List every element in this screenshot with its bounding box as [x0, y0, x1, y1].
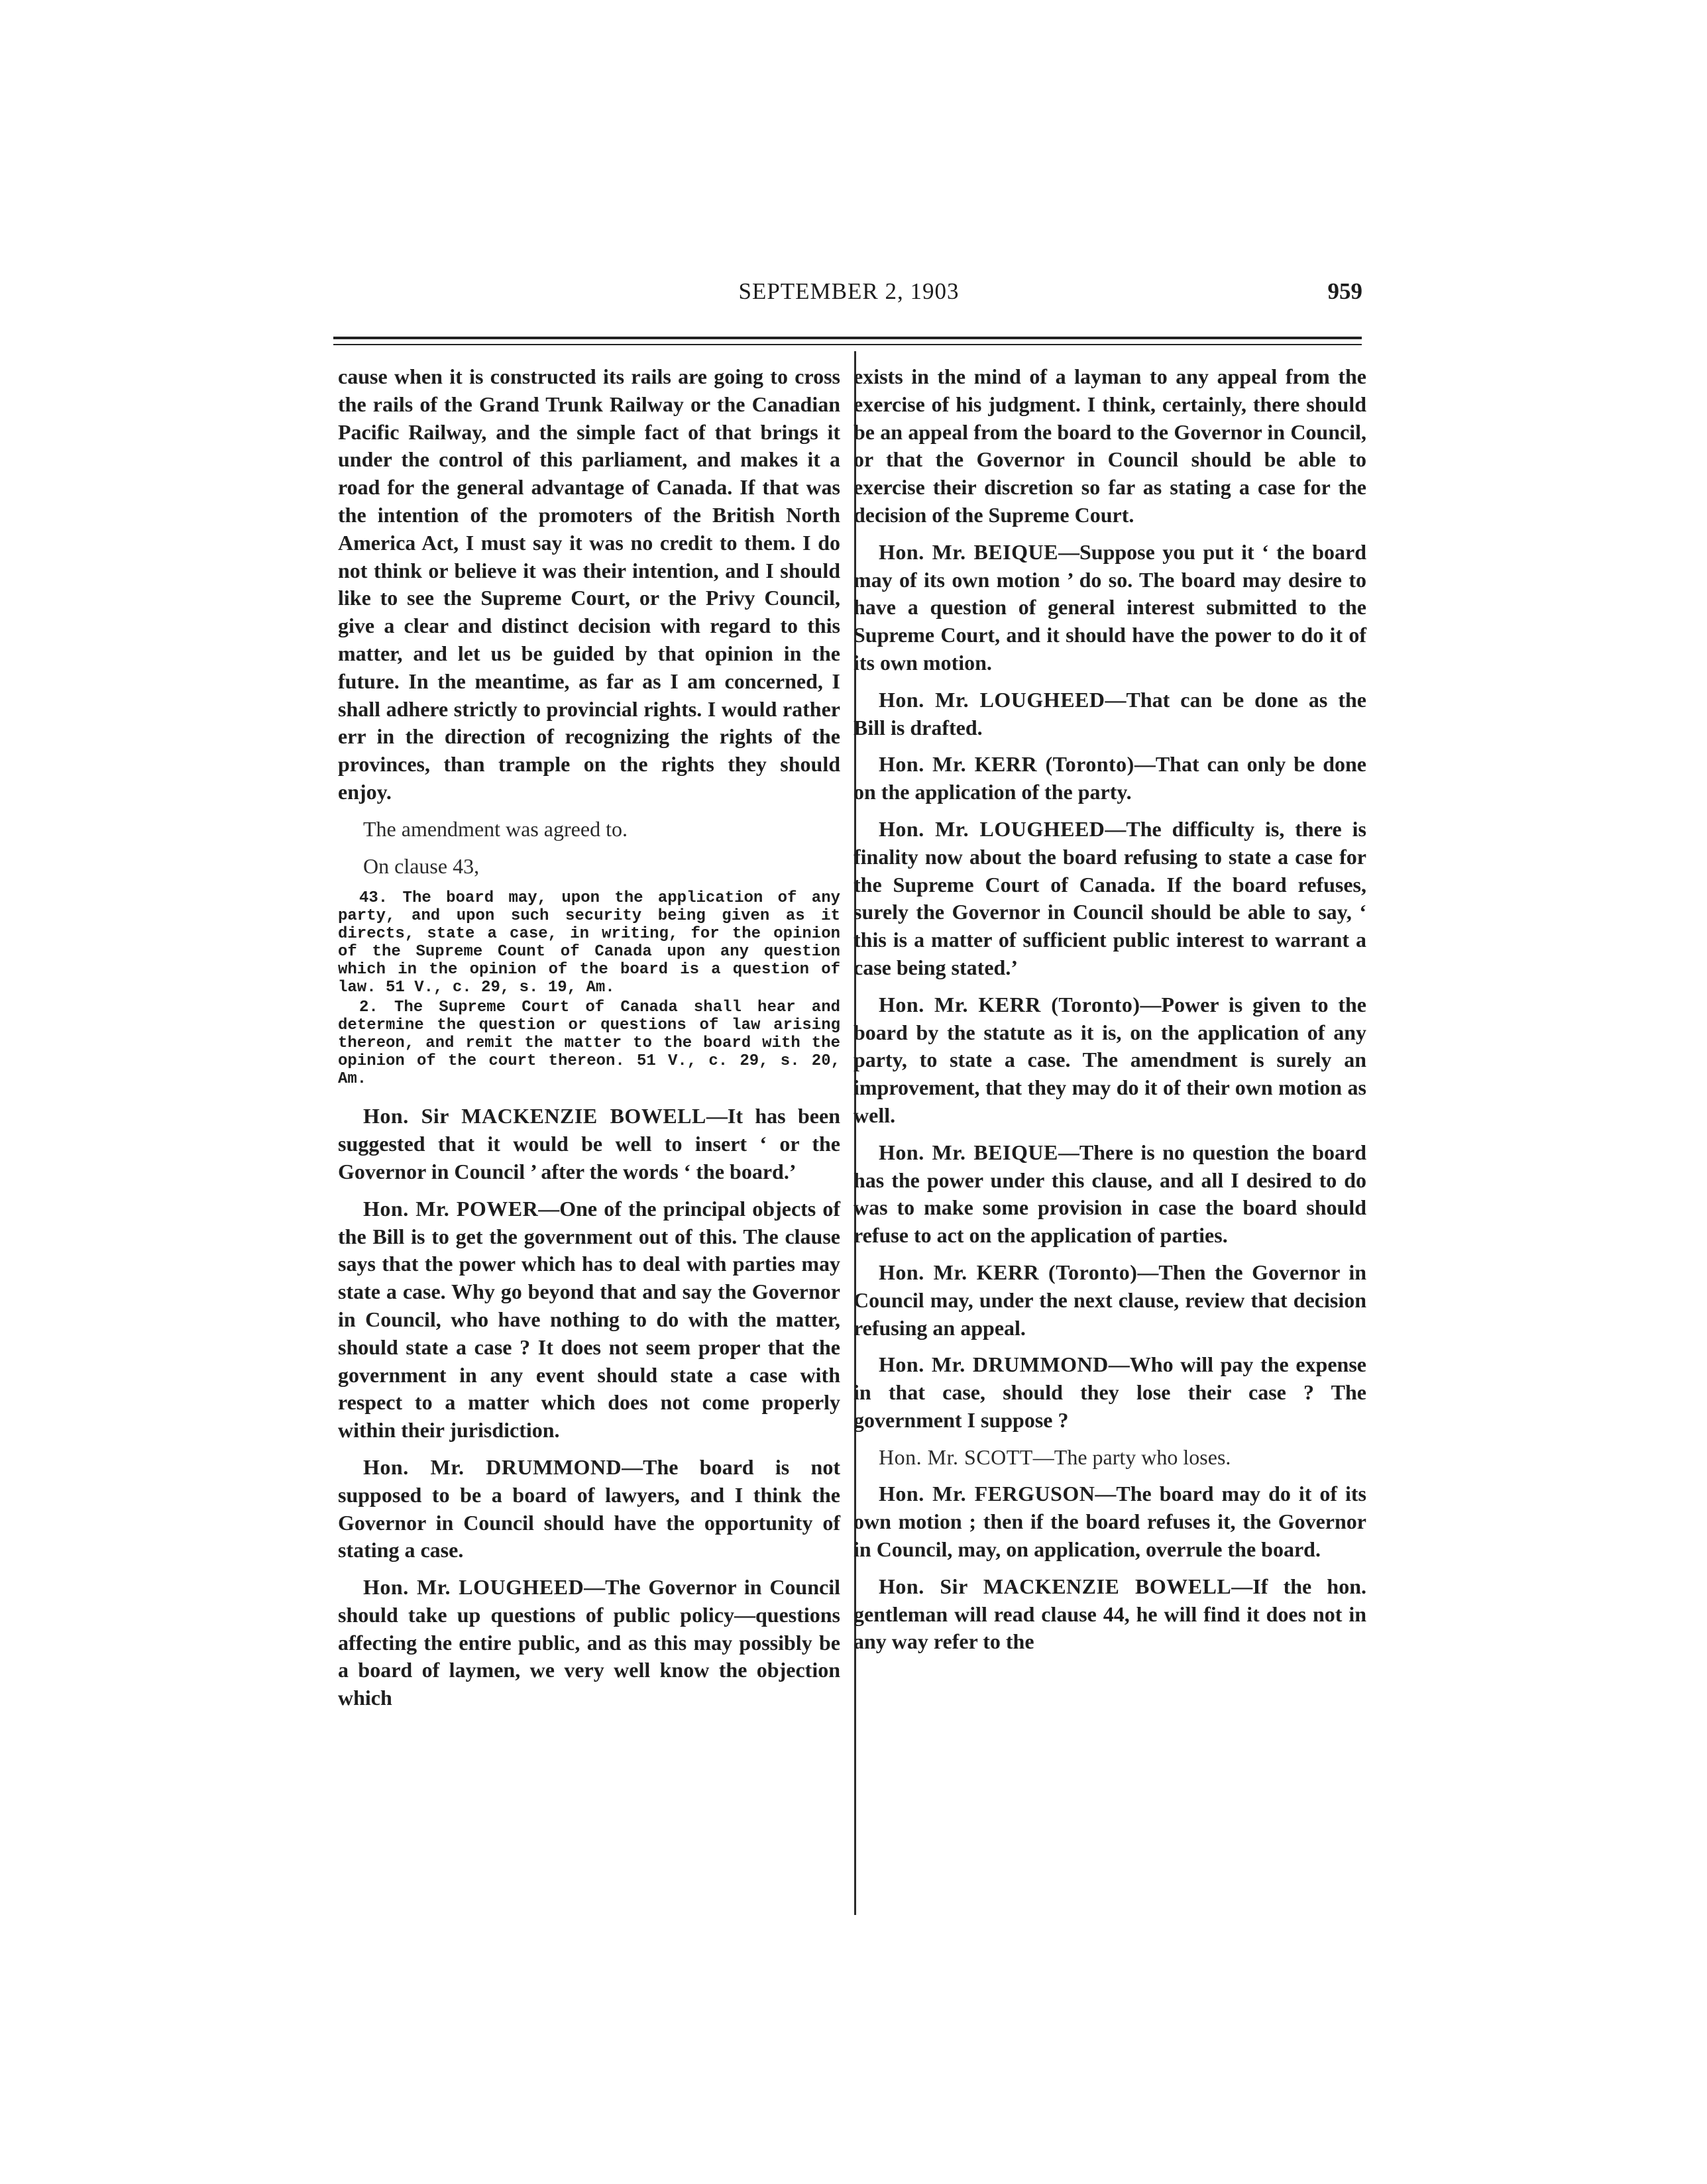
right-column: [853, 363, 1366, 1665]
speech-text: —That can only be done on the application of the party.: [853, 752, 1367, 804]
speech-paragraph: [853, 1480, 1366, 1563]
speech-paragraph: [853, 539, 1366, 677]
speaker-name: Hon. Mr. SCOTT: [879, 1445, 1033, 1469]
speech-text: —Suppose you put it ‘ the board may of its own motion ’ do so. The board may desire to have a question of general interest submitted to the Supreme Court, and it should have the power to do it of its own motion.: [853, 539, 1366, 675]
speech-paragraph: [338, 1574, 840, 1712]
paragraph: On clause 43,: [363, 853, 480, 878]
speech-text: —Power is given to the board by the statute as it is, on the application of any party, to state a case. The amendment is surely an improvement, that they may do it of their own motion as well.: [853, 992, 1367, 1127]
speech-paragraph: [853, 1444, 1366, 1472]
speech-paragraph: [853, 1351, 1366, 1434]
speaker-name: Hon. Mr. DRUMMOND: [363, 1454, 622, 1479]
quote-paragraph: 2. The Supreme Court of Canada shall hear and determine the question or questions of law arising thereon, and remit the matter to the board with the opinion of the court thereon. 51 V., c. 29, s. 20, Am.: [338, 999, 840, 1089]
speech-text: —The difficulty is, there is finality now about the board refusing to state a case for the Supreme Court of Canada. If the board refuses, surely the Governor in Council should be able to say, ‘ this is a matter of sufficient public interest to warrant a case being stated.’: [853, 816, 1367, 979]
speech-text: —If the hon. gentleman will read clause 44, he will find it does not in any way refer to the: [853, 1574, 1367, 1654]
speech-text: —The Governor in Council should take up questions of public policy—questions affecting the entire public, and as this may possibly be a board of laymen, we very well know the objection which: [338, 1575, 840, 1710]
statute-quote: [338, 889, 840, 1088]
header-rule-thin: [333, 344, 1362, 345]
speech-paragraph: [338, 1454, 840, 1564]
speaker-name: Hon. Sir MACKENZIE BOWELL: [879, 1574, 1232, 1598]
speech-paragraph: [338, 1195, 840, 1445]
quote-paragraph: 43. The board may, upon the application of any party, and upon such security being given as it directs, state a case, in writing, for the opinion of the Supreme Count of Canada upon any question which in the opinion of the board is a question of law. 51 V., c. 29, s. 19, Am.: [338, 889, 840, 997]
speech-text: —It has been suggested that it would be well to insert ‘ or the Governor in Council ’ after the words ‘ the board.’: [338, 1104, 841, 1183]
speaker-name: Hon. Mr. KERR (Toronto): [879, 1260, 1138, 1284]
speech-paragraph: [853, 1139, 1366, 1250]
paragraph: cause when it is constructed its rails are going to cross the rails of the Grand Trunk Railway or the Canadian Pacific Railway, and the simple fact of that brings it under the control of this parliament, and makes it a road for the general advantage of Canada. If that was the intention of the promoters of the British North America Act, I must say it was no credit to them. I do not think or believe it was their intention, and I should like to see the Supreme Court, or the Privy Council, give a clear and distinct decision with regard to this matter, and let us be guided by that opinion in the future. In the meantime, as far as I am concerned, I shall adhere strictly to provincial rights. I would rather err in the direction of recognizing the rights of the provinces, than trample on the rights they should enjoy.: [338, 364, 840, 804]
speaker-name: Hon. Sir MACKENZIE BOWELL: [363, 1104, 706, 1128]
speech-paragraph: [853, 991, 1366, 1130]
paragraph: exists in the mind of a layman to any appeal from the exercise of his judgment. I think, certainly, there should be an appeal from the board to the Governor in Council, or that the Governor in Council should be able to exercise their discretion so far as stating a case for the decision of the Supreme Court.: [853, 364, 1366, 527]
left-column: [338, 363, 840, 1721]
speech-text: —The board may do it of its own motion ; then if the board refuses it, the Governor in Council, may, on application, overrule the board.: [853, 1482, 1366, 1562]
speech-paragraph: [853, 1259, 1366, 1342]
speech-paragraph: [853, 686, 1366, 742]
paragraph: The amendment was agreed to.: [363, 816, 628, 841]
speaker-name: Hon. Mr. LOUGHEED: [879, 687, 1105, 712]
speaker-name: Hon. Mr. LOUGHEED: [363, 1575, 584, 1600]
speech-paragraph: [853, 816, 1366, 982]
header-rule-thick: [333, 337, 1362, 339]
speech-paragraph: [853, 1573, 1366, 1656]
header-date: SEPTEMBER 2, 1903: [738, 278, 960, 304]
speech-text: —The board is not supposed to be a board of lawyers, and I think the Governor in Council should have the opportunity of stating a case.: [338, 1454, 840, 1562]
speaker-name: Hon. Mr. BEIQUE: [879, 539, 1058, 564]
speaker-name: Hon. Mr. KERR (Toronto): [879, 752, 1134, 777]
speech-text: —That can be done as the Bill is drafted.: [853, 687, 1367, 739]
speech-text: —Who will pay the expense in that case, should they lose their case ? The government I suppose ?: [853, 1352, 1367, 1432]
speech-text: —Then the Governor in Council may, under the next clause, review that decision refusing an appeal.: [853, 1260, 1367, 1340]
page-header: [335, 278, 1362, 318]
speaker-name: Hon. Mr. FERGUSON: [879, 1482, 1095, 1506]
speech-text: —The party who loses.: [1032, 1445, 1231, 1469]
speaker-name: Hon. Mr. BEIQUE: [879, 1140, 1058, 1164]
speech-paragraph: [338, 1103, 840, 1185]
page-number: 959: [1327, 278, 1362, 304]
speaker-name: Hon. Mr. LOUGHEED: [879, 816, 1105, 841]
speaker-name: Hon. Mr. POWER: [363, 1196, 539, 1221]
speaker-name: Hon. Mr. DRUMMOND: [879, 1352, 1109, 1377]
speaker-name: Hon. Mr. KERR (Toronto): [879, 992, 1140, 1016]
speech-paragraph: [853, 751, 1366, 806]
speech-text: —One of the principal objects of the Bill is to get the government out of this. The clause says that the power which has to deal with parties may state a case. Why go beyond that and say the Governor in Council, who have nothing to do with the matter, should state a case ? It does not seem proper that the government in any event should state a case with respect to a matter which does not come properly within their jurisdiction.: [338, 1196, 840, 1443]
speech-text: —There is no question the board has the power under this clause, and all I desired to do was to make some provision in case the board should refuse to act on the application of parties.: [853, 1140, 1367, 1248]
